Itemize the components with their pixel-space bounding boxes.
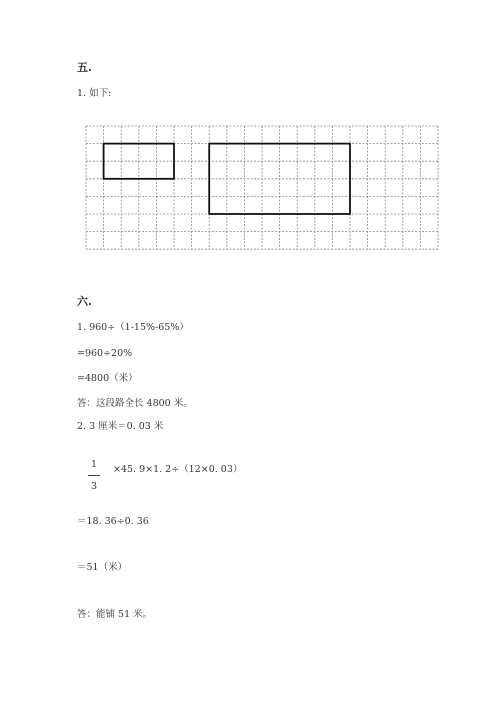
fraction-numerator: 1 — [90, 459, 98, 470]
calc-line-1: 1. 960÷（1-15%-65%） — [77, 322, 189, 333]
calc-line-3: =4800（米） — [77, 373, 138, 384]
answer-line-1: 答：这段路全长 4800 米。 — [77, 398, 193, 409]
calc-expression: ×45. 9×1. 2÷（12×0. 03） — [113, 464, 243, 475]
fraction-one-third — [88, 460, 100, 491]
section-5-heading: 五. — [77, 61, 92, 74]
calc-step-1: ＝18. 36÷0. 36 — [77, 516, 149, 527]
calc-line-2: =960÷20% — [77, 348, 133, 359]
fraction-bar — [88, 475, 100, 476]
section-6-heading: 六. — [77, 295, 92, 308]
fraction-denominator: 3 — [90, 480, 98, 492]
answer-line-2: 答：能铺 51 米。 — [77, 609, 153, 620]
calc-step-2: ＝51（米） — [77, 562, 128, 573]
calc-line-4: 2. 3 厘米＝0. 03 米 — [77, 421, 164, 432]
item-1-label: 1. 如下: — [77, 88, 112, 99]
